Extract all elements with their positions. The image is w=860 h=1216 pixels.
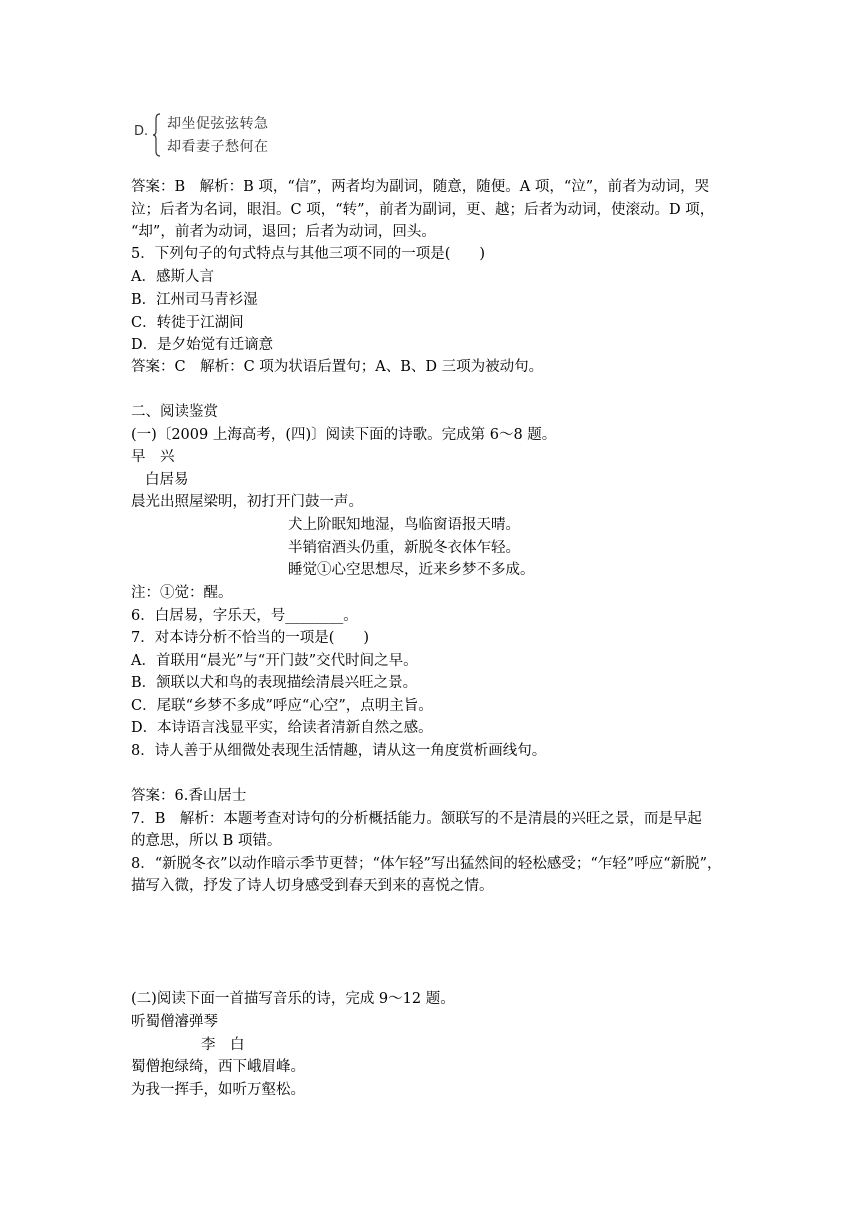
- answer-6: 答案：6.香山居士: [131, 788, 247, 804]
- q5-option-b: B．江州司马青衫湿: [131, 292, 258, 308]
- section-heading: 二、阅读鉴赏: [131, 404, 218, 420]
- option-label: D.: [134, 124, 149, 139]
- poem1-title: 早 兴: [131, 449, 175, 465]
- q5-option-a: A．感斯人言: [131, 269, 214, 285]
- answer-8-line-1: 8．“新脱冬衣”以动作暗示季节更替；“体乍轻”写出猛然间的轻松感受；“乍轻”呼应“新脱”，: [131, 856, 722, 872]
- q4-answer-line-2: 泣；后者为名词，眼泪。C 项，“转”，前者为副词，更、越；后者为动词，使滚动。D 项，: [131, 202, 715, 218]
- q7-option-d: D．本诗语言浅显平实，给读者清新自然之感。: [131, 720, 433, 736]
- poem2-line-1: 蜀僧抱绿绮，西下峨眉峰。: [131, 1059, 305, 1075]
- answer-7-line-2: 的意思，所以 B 项错。: [131, 833, 282, 849]
- scanned-option-d-image: [131, 110, 283, 160]
- poem1-author: 白居易: [145, 472, 189, 488]
- poem2-title: 听蜀僧濬弹琴: [131, 1014, 218, 1030]
- answer-8-line-2: 描写入微，抒发了诗人切身感受到春天到来的喜悦之情。: [131, 878, 494, 894]
- scanned-line-2: 却看妻子愁何在: [167, 139, 269, 155]
- q5-option-d: D．是夕始觉有迁谪意: [131, 337, 274, 353]
- poem2-line-2: 为我一挥手，如听万壑松。: [131, 1082, 305, 1098]
- q6: 6．白居易，字乐天，号________。: [131, 608, 358, 624]
- part1-intro: (一)〔2009 上海高考，(四)〕阅读下面的诗歌。完成第 6～8 题。: [131, 427, 557, 443]
- poem1-line-2: 犬上阶眠知地湿，鸟临窗语报天晴。: [288, 517, 520, 533]
- q5-answer: 答案：C 解析：C 项为状语后置句；A、B、D 三项为被动句。: [131, 359, 544, 375]
- q4-answer-line-1: 答案：B 解析：B 项，“信”，两者均为副词，随意，随便。A 项，“泣”，前者为动词，哭: [131, 179, 710, 195]
- q4-answer-line-3: “却”，前者为动词，退回；后者为动词，回头。: [131, 224, 436, 240]
- brace-icon: [153, 113, 161, 157]
- poem1-note: 注：①觉：醒。: [131, 585, 233, 601]
- q5-option-c: C．转徙于江湖间: [131, 315, 244, 331]
- scanned-line-1: 却坐促弦弦转急: [167, 116, 269, 132]
- poem1-line-4: 睡觉①心空思想尽，近来乡梦不多成。: [288, 562, 535, 578]
- q5-stem: 5．下列句子的句式特点与其他三项不同的一项是( ): [131, 246, 486, 262]
- q7-stem: 7．对本诗分析不恰当的一项是( ): [131, 630, 370, 646]
- q7-option-a: A．首联用“晨光”与“开门鼓”交代时间之早。: [131, 653, 418, 669]
- q7-option-b: B．颔联以犬和鸟的表现描绘清晨兴旺之景。: [131, 675, 418, 691]
- poem2-author: 李 白: [201, 1037, 245, 1053]
- poem1-line-3: 半销宿酒头仍重，新脱冬衣体乍轻。: [288, 540, 520, 556]
- poem1-line-1: 晨光出照屋梁明，初打开门鼓一声。: [131, 494, 363, 510]
- answer-7-line-1: 7．B 解析：本题考查对诗句的分析概括能力。颔联写的不是清晨的兴旺之景，而是早起: [131, 811, 702, 827]
- q8: 8．诗人善于从细微处表现生活情趣，请从这一角度赏析画线句。: [131, 743, 547, 759]
- part2-intro: (二)阅读下面一首描写音乐的诗，完成 9～12 题。: [131, 991, 455, 1007]
- q7-option-c: C．尾联“乡梦不多成”呼应“心空”，点明主旨。: [131, 698, 433, 714]
